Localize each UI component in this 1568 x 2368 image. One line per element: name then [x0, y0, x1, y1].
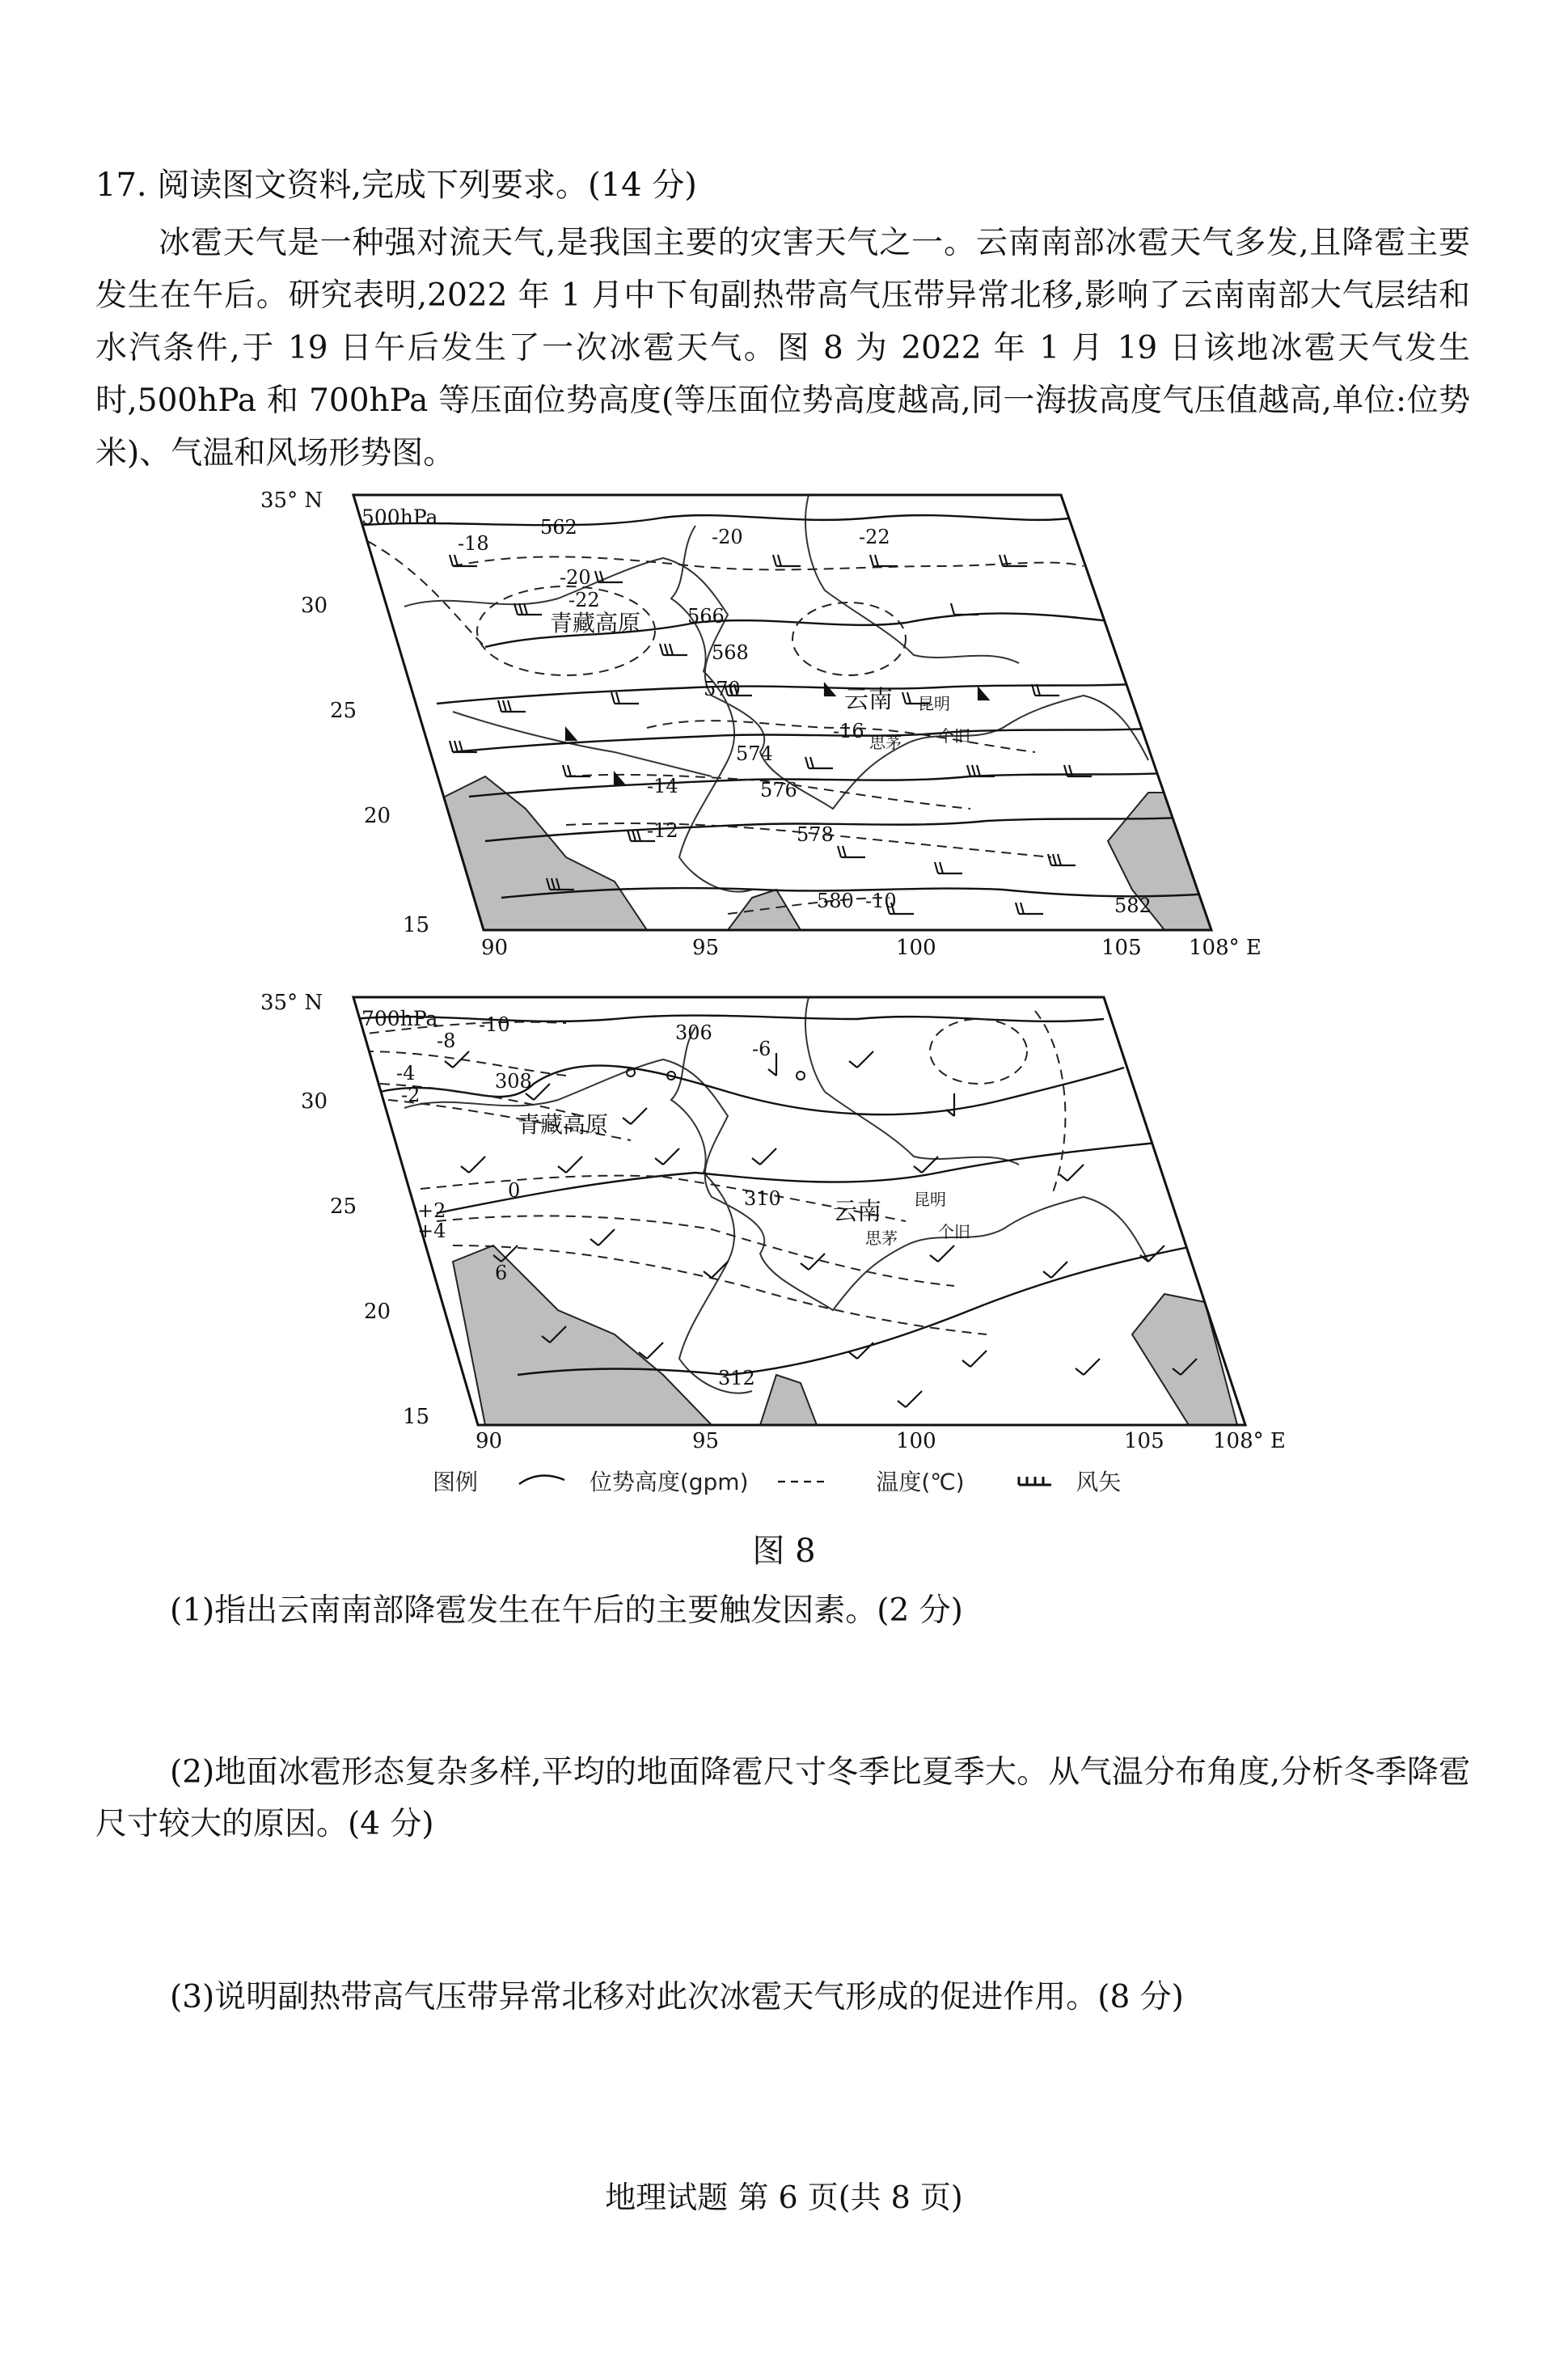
map-legend — [433, 1465, 1121, 1499]
svg-text:582: 582 — [1114, 894, 1152, 917]
lat-label: 15 — [403, 1405, 430, 1429]
shaded-area-south — [760, 1375, 817, 1425]
svg-text:昆明: 昆明 — [918, 694, 950, 713]
svg-text:青藏高原: 青藏高原 — [550, 610, 641, 636]
svg-text:青藏高原: 青藏高原 — [518, 1111, 609, 1138]
border-line-3 — [805, 997, 1019, 1165]
svg-text:+4: +4 — [417, 1220, 446, 1242]
isotherm-closed — [930, 1019, 1027, 1084]
page-footer: 地理试题 第 6 页(共 8 页) — [605, 2180, 963, 2215]
lat-label: 25 — [330, 699, 357, 723]
map-500-place-labels — [550, 610, 970, 752]
lat-label: 30 — [301, 1089, 328, 1114]
svg-text:306: 306 — [675, 1021, 712, 1044]
isotherm-east — [1035, 1011, 1065, 1197]
svg-text:-14: -14 — [647, 775, 678, 797]
lon-label: 90 — [475, 1429, 503, 1453]
map-500hpa — [260, 488, 1262, 960]
svg-text:云南: 云南 — [833, 1198, 881, 1226]
svg-text:思茅: 思茅 — [865, 1228, 898, 1248]
lat-label: 20 — [364, 1300, 391, 1324]
map-700hpa — [260, 991, 1286, 1453]
contour-306 — [353, 1016, 1104, 1021]
shaded-area-east — [1132, 1294, 1237, 1425]
contour-578 — [485, 817, 1197, 841]
border-line-2 — [671, 1027, 752, 1393]
level-label-700: 700hPa — [361, 1007, 438, 1030]
svg-text:6: 6 — [495, 1262, 508, 1284]
svg-text:-20: -20 — [712, 526, 743, 548]
svg-text:-2: -2 — [401, 1084, 421, 1106]
figure-caption: 图 8 — [752, 1533, 816, 1570]
level-label-500: 500hPa — [361, 505, 438, 529]
svg-text:570: 570 — [704, 678, 741, 700]
border-line-4 — [453, 712, 712, 776]
svg-text:576: 576 — [760, 779, 797, 801]
lat-label: 20 — [364, 804, 391, 828]
svg-text:+2: +2 — [417, 1199, 446, 1222]
question-title: 17. 阅读图文资料,完成下列要求。(14 分) — [95, 167, 697, 204]
svg-text:-8: -8 — [437, 1030, 456, 1052]
map-700-place-labels — [518, 1111, 970, 1248]
shaded-area-west — [421, 776, 647, 930]
svg-text:-22: -22 — [568, 589, 600, 611]
question-paragraph: 冰雹天气是一种强对流天气,是我国主要的灾害天气之一。云南南部冰雹天气多发,且降雹主要发生在午后。研究表明,2022 年 1 月中下旬副热带高气压带异常北移,影响了云南南部大气层结和水汽条件,于 19 日午后发生了一次冰雹天气。图 8 为 2022 年 1 月 19 日该地冰雹天气发生时,500hPa 和 700hPa 等压面位势高度(等压面位势高度越高,同一海拔高度气压值越高,单位:位势米)、气温和风场形势图。 — [95, 225, 1470, 471]
svg-text:308: 308 — [495, 1070, 532, 1093]
contour-570 — [437, 683, 1148, 704]
svg-text:580: 580 — [817, 890, 854, 912]
subquestion-1: (1)指出云南南部降雹发生在午后的主要触发因素。(2 分) — [170, 1592, 963, 1629]
svg-text:-18: -18 — [458, 532, 489, 555]
svg-text:云南: 云南 — [844, 686, 893, 714]
svg-text:-12: -12 — [647, 819, 678, 842]
svg-text:562: 562 — [540, 516, 577, 539]
svg-text:566: 566 — [687, 605, 725, 628]
svg-text:-16: -16 — [833, 720, 864, 742]
svg-text:574: 574 — [736, 742, 773, 765]
contour-562 — [353, 515, 1076, 526]
legend-contour-label: 位势高度(gpm) — [589, 1469, 749, 1495]
svg-text:-10: -10 — [865, 890, 897, 912]
border-line-1 — [404, 558, 1148, 809]
contour-308 — [380, 1066, 1124, 1115]
lon-label: 108° E — [1189, 936, 1262, 960]
svg-text:-10: -10 — [479, 1013, 510, 1036]
svg-text:0: 0 — [508, 1179, 521, 1202]
svg-text:-6: -6 — [752, 1038, 771, 1060]
svg-text:-20: -20 — [560, 566, 591, 589]
lon-label: 105 — [1124, 1429, 1164, 1453]
lat-label: 30 — [301, 594, 328, 618]
svg-text:568: 568 — [712, 641, 749, 664]
svg-text:-22: -22 — [859, 526, 890, 548]
subquestion-3: (3)说明副热带高气压带异常北移对此次冰雹天气形成的促进作用。(8 分) — [170, 1979, 1184, 2015]
isotherm-20 — [453, 556, 1084, 569]
svg-text:个旧: 个旧 — [938, 1222, 970, 1241]
svg-text:思茅: 思茅 — [869, 733, 902, 752]
svg-text:个旧: 个旧 — [938, 726, 970, 746]
lat-label: 25 — [330, 1195, 357, 1219]
border-line-2 — [671, 526, 752, 892]
lon-label: 95 — [692, 1429, 720, 1453]
legend-temp-label: 温度(℃) — [876, 1469, 965, 1495]
legend-wind-label: 风矢 — [1076, 1469, 1122, 1495]
svg-text:310: 310 — [744, 1187, 781, 1210]
svg-text:578: 578 — [797, 823, 834, 846]
lat-label: 35° N — [260, 991, 323, 1015]
contour-574 — [453, 728, 1164, 752]
lat-label: 15 — [403, 913, 430, 937]
isotherm-22-east — [792, 603, 906, 675]
lon-label: 105 — [1101, 936, 1142, 960]
svg-text:-4: -4 — [396, 1062, 416, 1085]
shaded-area-west — [453, 1245, 712, 1425]
legend-title: 图例 — [433, 1469, 479, 1495]
lon-label: 100 — [896, 1429, 936, 1453]
svg-text:312: 312 — [718, 1367, 755, 1389]
lat-label: 35° N — [260, 488, 323, 513]
lon-label: 95 — [692, 936, 720, 960]
calm-marker — [797, 1072, 805, 1080]
svg-text:昆明: 昆明 — [914, 1190, 946, 1209]
subquestion-2: (2)地面冰雹形态复杂多样,平均的地面降雹尺寸冬季比夏季大。从气温分布角度,分析冬季降雹尺寸较大的原因。(4 分) — [95, 1754, 1470, 1842]
lon-label: 100 — [896, 936, 936, 960]
lon-label: 90 — [481, 936, 509, 960]
lon-label: 108° E — [1213, 1429, 1286, 1453]
